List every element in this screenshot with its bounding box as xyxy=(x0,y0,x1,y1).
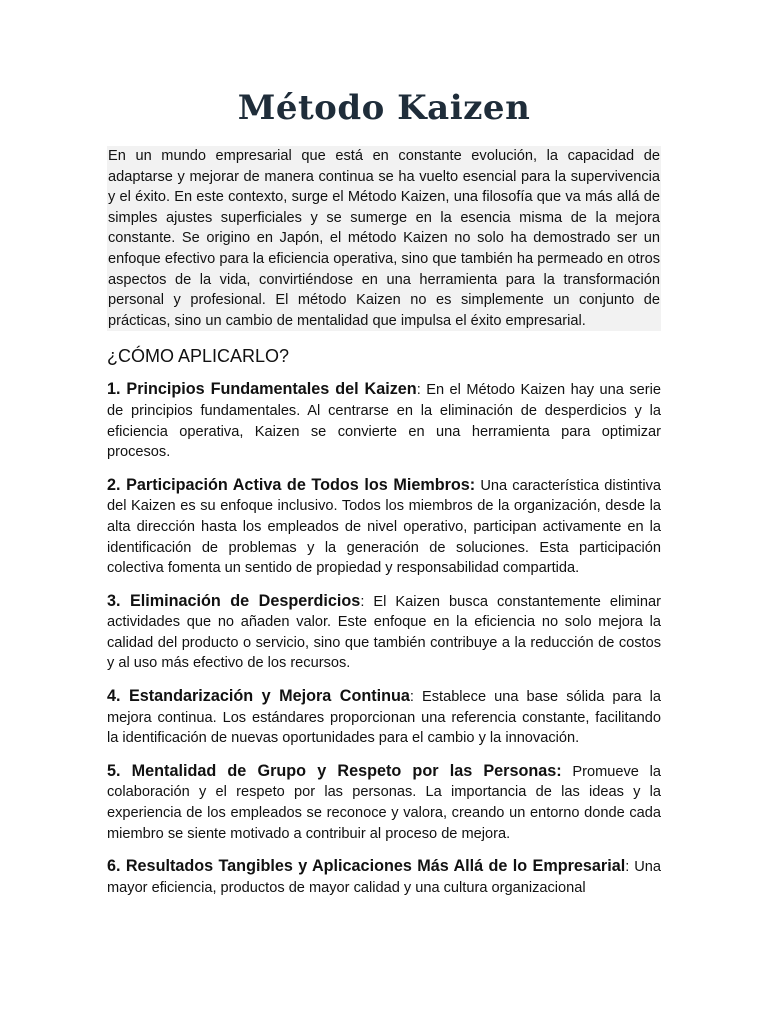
page-title: Método Kaizen xyxy=(237,88,531,128)
list-item xyxy=(107,475,661,579)
item-heading: 1. Principios Fundamentales del Kaizen xyxy=(107,380,417,399)
document-body xyxy=(107,146,661,898)
item-text: Establece una base sólida para la mejora continua. Los estándares proporcionan una referencia constante, facilitando la identificación de nuevas oportunidades para el cambio y la innovación. xyxy=(107,689,661,747)
item-heading: 2. Participación Activa de Todos los Miembros: xyxy=(107,475,476,494)
list-item xyxy=(107,591,661,674)
item-heading: 5. Mentalidad de Grupo y Respeto por las Personas: xyxy=(107,761,562,780)
item-heading: 4. Estandarización y Mejora Continua xyxy=(107,687,410,706)
item-separator: : xyxy=(625,859,630,876)
item-separator: : xyxy=(409,689,414,706)
list-item xyxy=(107,379,661,462)
item-text: Una característica distintiva del Kaizen es su enfoque inclusivo. Todos los miembros de la organización, desde la alta dirección hasta los empleados de nivel operativo, participan activamente en la identificación de problemas y la generación de soluciones. Esta participación colectiva fomenta un sentido de propiedad y responsabilidad compartida. xyxy=(107,477,661,577)
item-separator: : xyxy=(416,382,421,399)
section-heading: ¿CÓMO APLICARLO? xyxy=(107,346,290,367)
item-heading: 6. Resultados Tangibles y Aplicaciones Más Allá de lo Empresarial xyxy=(107,857,626,876)
item-text: El Kaizen busca constantemente eliminar actividades que no añaden valor. Este enfoque en la eficiencia no solo mejora la calidad del producto o servicio, sino que también contribuye a la reducción de costos y al uso más efectivo de los recursos. xyxy=(107,593,661,672)
item-text: En el Método Kaizen hay una serie de principios fundamentales. Al centrarse en la eliminación de desperdicios y la eficiencia operativa, Kaizen se convierte en una herramienta para optimizar procesos. xyxy=(107,382,662,461)
intro-paragraph: En un mundo empresarial que está en constante evolución, la capacidad de adaptarse y mejorar de manera continua se ha vuelto esencial para la supervivencia y el éxito. En este contexto, surge el Método Kaizen, una filosofía que va más allá de simples ajustes superficiales y se sumerge en la esencia misma de la mejora constante. Se origino en Japón, el método Kaizen no solo ha demostrado ser un enfoque efectivo para la eficiencia operativa, sino que también ha permeado en otros aspectos de la vida, convirtiéndose en una herramienta para la transformación personal y profesional. El método Kaizen no es simplemente un conjunto de prácticas, sino un cambio de mentalidad que impulsa el éxito empresarial. xyxy=(107,146,661,331)
list-item xyxy=(107,686,661,749)
item-text: Una mayor eficiencia, productos de mayor calidad y una cultura organizacional xyxy=(107,859,661,896)
item-separator: : xyxy=(360,593,365,610)
list-item xyxy=(107,761,661,844)
item-text: Promueve la colaboración y el respeto por las personas. La importancia de las ideas y la experiencia de los empleados se reconoce y valora, creando un entorno donde cada miembro se siente motivado a contribuir al proceso de mejora. xyxy=(107,763,662,842)
item-heading: 3. Eliminación de Desperdicios xyxy=(107,591,361,610)
list-item xyxy=(107,856,661,898)
